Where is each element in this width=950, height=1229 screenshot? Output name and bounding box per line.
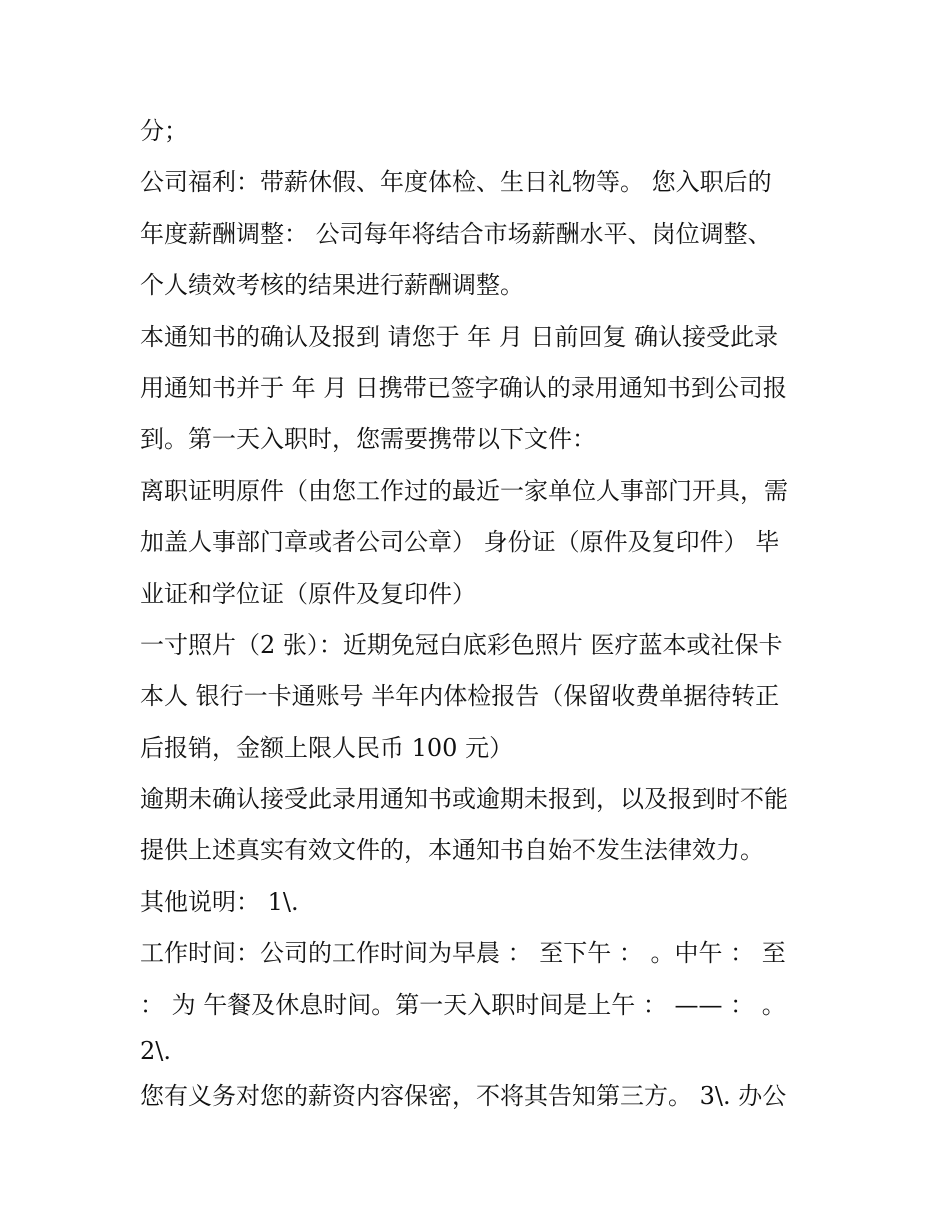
text-line: 后报销，金额上限人民币 100 元） [140,733,514,762]
text-line: 年度薪酬调整： 公司每年将结合市场薪酬水平、岗位调整、 [140,219,772,248]
text-line: 个人绩效考核的结果进行薪酬调整。 [140,271,524,300]
text-line: 逾期未确认接受此录用通知书或逾期未报到，以及报到时不能 [140,785,788,814]
text-line: 2\. [140,1037,171,1066]
text-line: 其他说明： 1\. [140,887,299,916]
document-body [140,106,820,1122]
text-line: 您有义务对您的薪资内容保密，不将其告知第三方。 3\. 办公 [140,1082,787,1111]
text-line: 公司福利：带薪休假、年度体检、生日礼物等。 您入职后的 [140,168,772,197]
text-line: 本人 银行一卡通账号 半年内体检报告（保留收费单据待转正 [140,682,780,711]
text-line: 工作时间：公司的工作时间为早晨 ： 至下午 ： 。中午 ： 至 [140,939,786,968]
text-line: 分； [140,117,188,145]
text-line: 本通知书的确认及报到 请您于 年 月 日前回复 确认接受此录 [140,322,779,351]
text-line: 提供上述真实有效文件的，本通知书自始不发生法律效力。 [140,836,764,865]
text-line: 业证和学位证（原件及复印件） [140,579,476,608]
text-line: 到。第一天入职时，您需要携带以下文件： [140,425,596,454]
text-line: 离职证明原件（由您工作过的最近一家单位人事部门开具，需 [140,476,788,505]
text-line: 加盖人事部门章或者公司公章） 身份证（原件及复印件） 毕 [140,528,780,557]
text-line: 一寸照片（2 张）：近期免冠白底彩色照片 医疗蓝本或社保卡 [140,630,783,659]
text-line: 用通知书并于 年 月 日携带已签字确认的录用通知书到公司报 [140,373,787,402]
text-line: ： 为 午餐及休息时间。第一天入职时间是上午 ： —— ： 。 [140,990,786,1019]
